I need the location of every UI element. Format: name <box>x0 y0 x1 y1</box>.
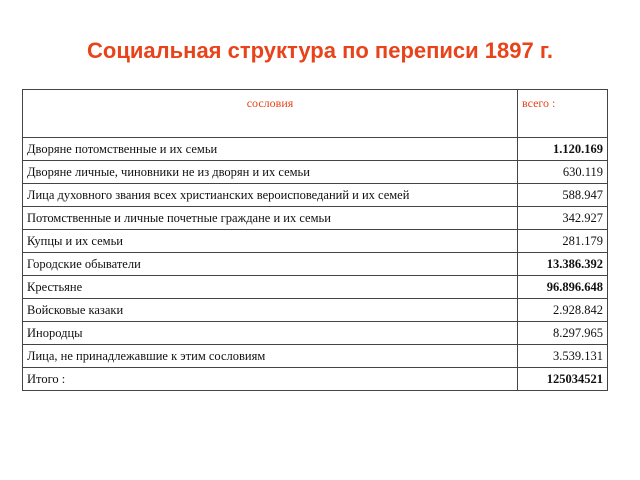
table-row <box>23 161 608 184</box>
table-row <box>23 276 608 299</box>
estate-cell: Крестьяне <box>23 276 518 299</box>
slide-title: Социальная структура по переписи 1897 г. <box>87 38 553 63</box>
table-row <box>23 322 608 345</box>
total-cell: 13.386.392 <box>518 253 608 276</box>
total-cell: 2.928.842 <box>518 299 608 322</box>
table-row <box>23 230 608 253</box>
header-row <box>23 90 608 138</box>
table-row <box>23 253 608 276</box>
header-estate: сословия <box>23 90 518 138</box>
estate-cell: Дворяне потомственные и их семьи <box>23 138 518 161</box>
estate-cell: Войсковые казаки <box>23 299 518 322</box>
table-row <box>23 345 608 368</box>
census-table <box>22 89 608 391</box>
table-row <box>23 299 608 322</box>
total-cell: 630.119 <box>518 161 608 184</box>
table-body <box>23 138 608 391</box>
estate-cell: Купцы и их семьи <box>23 230 518 253</box>
header-total: всего : <box>518 90 608 138</box>
estate-cell: Потомственные и личные почетные граждане и их семьи <box>23 207 518 230</box>
estate-cell: Городские обыватели <box>23 253 518 276</box>
estate-cell: Лица духовного звания всех христианских вероисповеданий и их семей <box>23 184 518 207</box>
total-cell: 1.120.169 <box>518 138 608 161</box>
table-row <box>23 184 608 207</box>
table-row <box>23 207 608 230</box>
grand-total-value: 125034521 <box>518 368 608 391</box>
total-cell: 8.297.965 <box>518 322 608 345</box>
total-cell: 281.179 <box>518 230 608 253</box>
table-row-total <box>23 368 608 391</box>
grand-total-label: Итого : <box>23 368 518 391</box>
estate-cell: Дворяне личные, чиновники не из дворян и их семьи <box>23 161 518 184</box>
estate-cell: Лица, не принадлежавшие к этим сословиям <box>23 345 518 368</box>
total-cell: 588.947 <box>518 184 608 207</box>
total-cell: 342.927 <box>518 207 608 230</box>
estate-cell: Инородцы <box>23 322 518 345</box>
total-cell: 3.539.131 <box>518 345 608 368</box>
total-cell: 96.896.648 <box>518 276 608 299</box>
table-row <box>23 138 608 161</box>
